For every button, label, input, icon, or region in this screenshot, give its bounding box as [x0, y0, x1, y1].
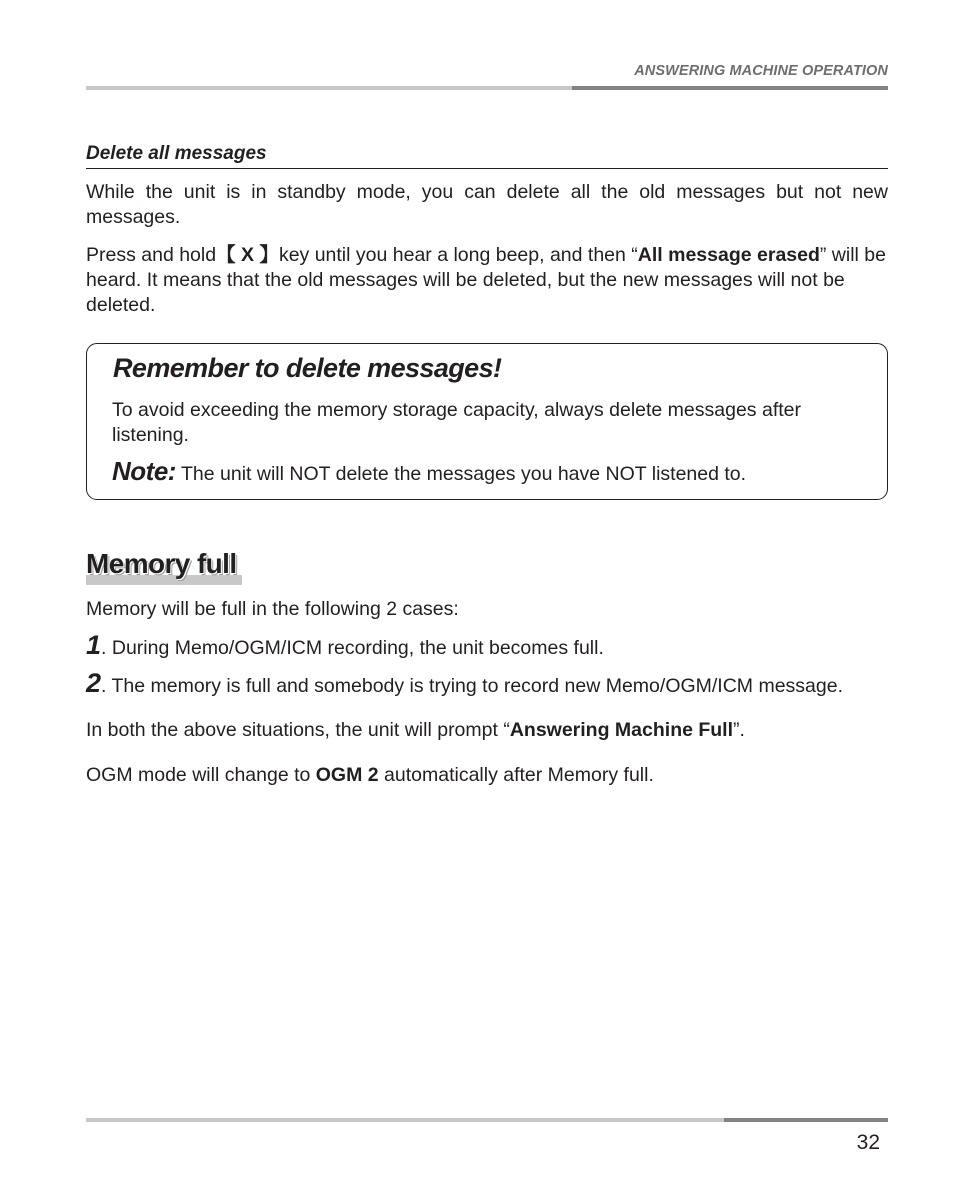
header-rule-light — [86, 86, 572, 90]
ogm-paragraph — [86, 763, 888, 788]
header-rule-dark — [572, 86, 888, 90]
prompt-suffix: ”. — [733, 719, 745, 741]
para2-prefix: Press and hold — [86, 244, 217, 266]
prompt-prefix: In both the above situations, the unit will prompt “ — [86, 719, 510, 741]
list-number: 1 — [86, 630, 102, 660]
all-message-erased-text: All message erased — [637, 244, 820, 266]
list-item — [86, 668, 843, 701]
list-item — [86, 630, 604, 663]
para2-suffix: ” will be heard. It means that the old messages will be deleted, but the new messages will not be deleted. — [86, 244, 886, 316]
answering-machine-full-text: Answering Machine Full — [509, 719, 734, 741]
delete-all-paragraph-2 — [86, 243, 888, 318]
ogm-2-text: OGM 2 — [315, 764, 379, 786]
list-item-text: . The memory is full and somebody is trying to record new Memo/OGM/ICM message. — [101, 675, 844, 697]
ogm-suffix: automatically after Memory full. — [378, 764, 654, 786]
memory-full-intro: Memory will be full in the following 2 cases: — [86, 598, 459, 620]
footer-rule-dark — [724, 1118, 888, 1122]
list-number: 2 — [86, 668, 102, 698]
footer-rule-light — [86, 1118, 724, 1122]
note-label: Note: — [112, 456, 176, 486]
reminder-title: Remember to delete messages! — [113, 353, 502, 383]
note-line — [112, 456, 746, 489]
memory-full-heading: Memory full — [86, 548, 237, 579]
running-header: ANSWERING MACHINE OPERATION — [634, 63, 888, 79]
subheading-underline — [86, 168, 888, 169]
para2-mid: key until you hear a long beep, and then “ — [278, 244, 638, 266]
note-text: The unit will NOT delete the messages you have NOT listened to. — [175, 463, 747, 485]
page-number: 32 — [856, 1131, 880, 1154]
ogm-prefix: OGM mode will change to — [86, 764, 316, 786]
delete-all-heading: Delete all messages — [86, 143, 267, 164]
prompt-paragraph — [86, 718, 888, 743]
delete-all-paragraph-1: While the unit is in standby mode, you can delete all the old messages but not new messages. — [86, 181, 888, 228]
x-key-label: 【 X 】 — [216, 244, 279, 266]
list-item-text: . During Memo/OGM/ICM recording, the unit becomes full. — [101, 637, 604, 659]
reminder-body: To avoid exceeding the memory storage capacity, always delete messages after listening. — [112, 399, 801, 446]
